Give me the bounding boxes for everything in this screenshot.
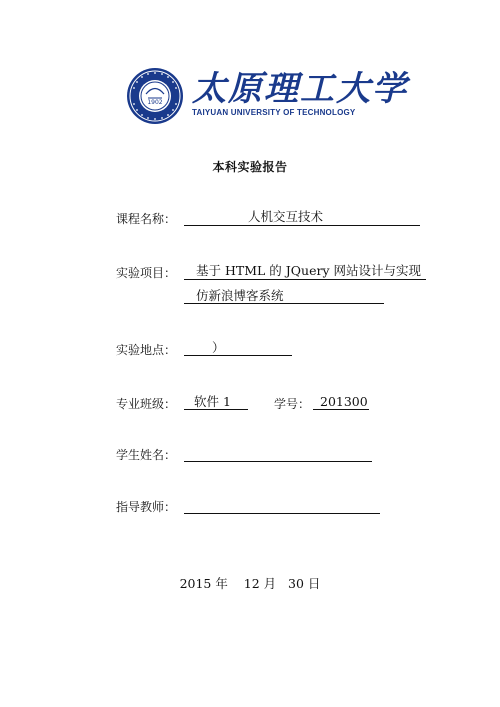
project-underline-1 bbox=[184, 279, 426, 280]
course-field bbox=[116, 211, 176, 227]
report-date: 2015 年 12 月 30 日 bbox=[179, 576, 321, 591]
location-underline bbox=[184, 355, 292, 356]
student-id-underline bbox=[313, 409, 369, 410]
project-underline-2 bbox=[184, 303, 384, 304]
student-name-label: 学生姓名： bbox=[116, 448, 177, 462]
class-underline bbox=[184, 409, 248, 410]
advisor-label: 指导教师： bbox=[116, 500, 177, 514]
class-label: 专业班级： bbox=[116, 397, 177, 411]
class-value: 软件 1 bbox=[194, 394, 231, 409]
project-label: 实验项目： bbox=[116, 266, 177, 280]
course-value: 人机交互技术 bbox=[248, 209, 324, 224]
university-seal-icon bbox=[126, 67, 184, 125]
advisor-field bbox=[116, 499, 176, 515]
student-id-label: 学号： bbox=[274, 397, 311, 411]
university-name-english: TAIYUAN UNIVERSITY OF TECHNOLOGY bbox=[192, 108, 356, 117]
student-id-field bbox=[274, 396, 310, 412]
course-label: 课程名称： bbox=[116, 212, 177, 226]
advisor-underline bbox=[184, 513, 380, 514]
university-name-calligraphy: 太原理工大学 bbox=[192, 69, 408, 109]
project-value-line1: 基于 HTML 的 JQuery 网站设计与实现 bbox=[196, 263, 421, 278]
student-name-field bbox=[116, 447, 176, 463]
project-field bbox=[116, 265, 176, 281]
course-underline bbox=[184, 225, 420, 226]
location-value: ） bbox=[212, 340, 225, 355]
student-id-value: 201300 bbox=[320, 394, 368, 409]
seal-year: 1902 bbox=[147, 99, 163, 106]
report-title: 本科实验报告 bbox=[212, 160, 288, 174]
location-label: 实验地点： bbox=[116, 343, 177, 357]
project-value-line2: 仿新浪博客系统 bbox=[196, 288, 284, 303]
student-name-underline bbox=[184, 461, 372, 462]
class-field bbox=[116, 396, 176, 412]
location-field bbox=[116, 342, 176, 358]
